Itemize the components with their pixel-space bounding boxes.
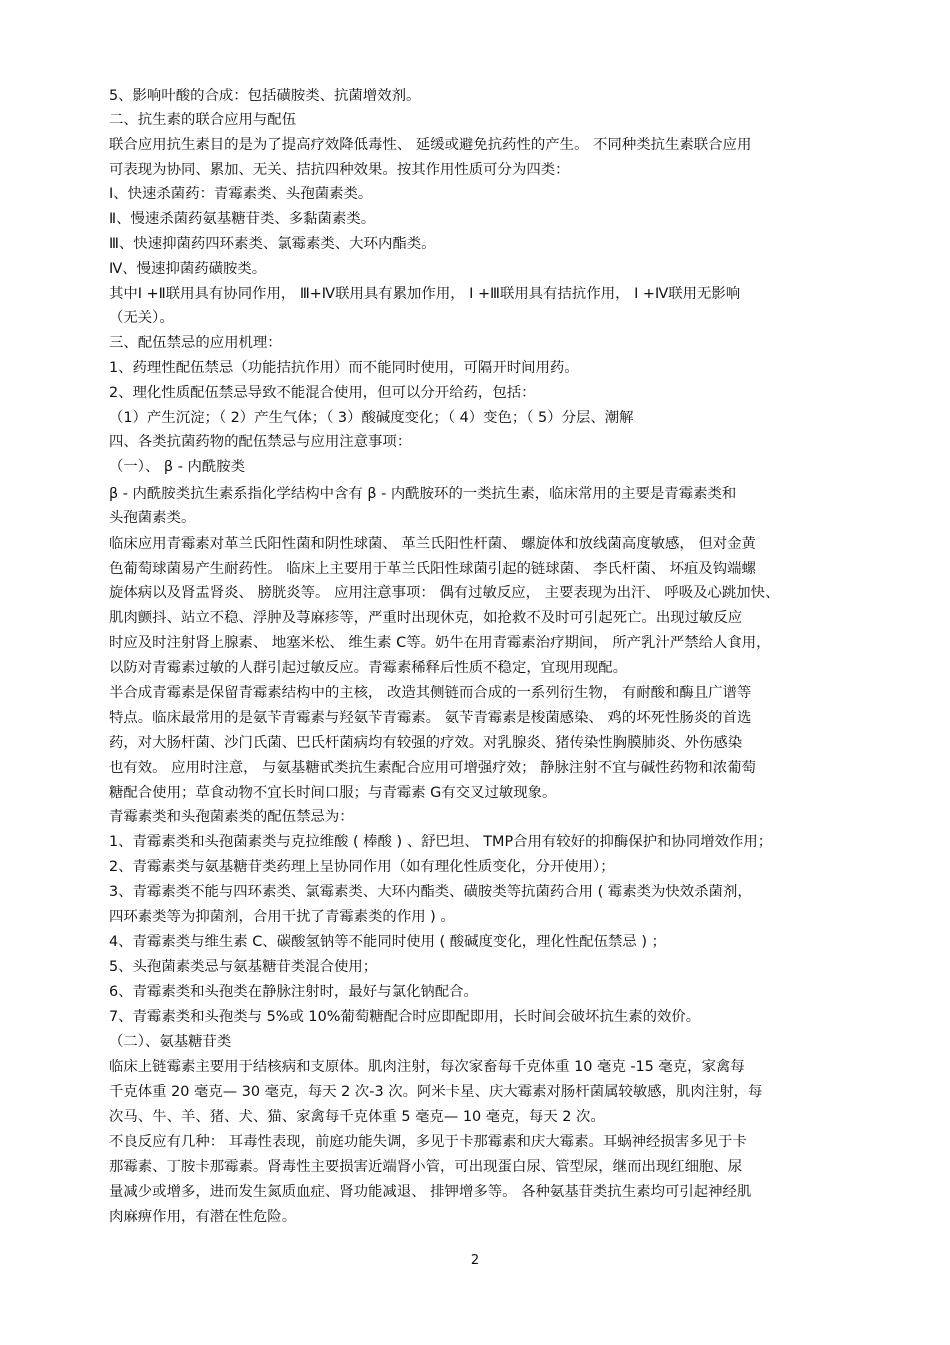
- text-line: 临床上链霉素主要用于结核病和支原体。肌肉注射，每次家畜每千克体重 10 毫克 -15 毫克，家禽每: [109, 1059, 745, 1075]
- text-line: 7、青霉素类和头孢类与 5%或 10%葡萄糖配合时应即配即用，长时间会破坏抗生素的效价。: [109, 1009, 701, 1025]
- text-line: 1、药理性配伍禁忌（功能拮抗作用）而不能同时使用，可隔开时间用药。: [109, 360, 579, 376]
- text-line: 特点。临床最常用的是氨苄青霉素与羟氨苄青霉素。 氨苄青霉素是梭菌感染、 鸡的坏死性肠炎的首选: [109, 710, 752, 726]
- text-line: 糖配合使用；草食动物不宜长时间口服；与青霉素 G有交叉过敏现象。: [109, 785, 557, 801]
- text-line: 1、青霉素类和头孢菌素类与克拉维酸 ( 棒酸 ) 、舒巴坦、 TMP合用有较好的抑酶保护和协同增效作用；: [109, 834, 773, 850]
- text-line: 5、头孢菌素类忌与氨基糖苷类混合使用；: [109, 959, 378, 975]
- text-line: 临床应用青霉素对革兰氏阳性菌和阴性球菌、 革兰氏阳性杆菌、 螺旋体和放线菌高度敏感， 但对金黄: [109, 536, 756, 552]
- text-line: 也有效。 应用时注意， 与氨基糖甙类抗生素配合应用可增强疗效； 静脉注射不宜与碱性药物和浓葡萄: [109, 760, 756, 776]
- text-line: 其中Ⅰ +Ⅱ联用具有协同作用， Ⅲ+Ⅳ联用具有累加作用， Ⅰ +Ⅲ联用具有拮抗作用， Ⅰ +Ⅳ联用无影响: [109, 286, 741, 302]
- text-line: Ⅰ、快速杀菌药：青霉素类、头孢菌素类。: [109, 186, 373, 202]
- section-heading: 二、抗生素的联合应用与配伍: [109, 112, 297, 128]
- text-line: 青霉素类和头孢菌素类的配伍禁忌为：: [109, 809, 354, 825]
- text-line: 2、青霉素类与氨基糖苷类药理上呈协同作用（如有理化性质变化，分开使用）；: [109, 859, 615, 875]
- text-line: 不良反应有几种： 耳毒性表现，前庭功能失调，多见于卡那霉素和庆大霉素。耳蜗神经损害多见于卡: [109, 1134, 747, 1150]
- text-line: 次马、牛、羊、猪、犬、猫、家禽每千克体重 5 毫克— 10 毫克，每天 2 次。: [109, 1109, 605, 1125]
- text-line: 肌肉颤抖、站立不稳、浮肿及荨麻疹等，严重时出现休克，如抢救不及时可引起死亡。出现过敏反应: [109, 610, 743, 626]
- text-line: β - 内酰胺类抗生素系指化学结构中含有 β - 内酰胺环的一类抗生素，临床常用的主要是青霉素类和: [109, 486, 737, 502]
- text-line: 千克体重 20 毫克— 30 毫克，每天 2 次-3 次。阿米卡星、庆大霉素对肠杆菌属较敏感，肌肉注射，每: [109, 1084, 763, 1100]
- text-line: 6、青霉素类和头孢类在静脉注射时，最好与氯化钠配合。: [109, 984, 478, 1000]
- section-heading: 三、配伍禁忌的应用机理：: [109, 335, 282, 351]
- text-line: 半合成青霉素是保留青霉素结构中的主核， 改造其侧链而合成的一系列衍生物， 有耐酸和酶且广谱等: [109, 685, 752, 701]
- text-line: 5、影响叶酸的合成：包括磺胺类、抗菌增效剂。: [109, 88, 421, 104]
- subsection-heading: （一）、 β - 内酰胺类: [109, 459, 246, 475]
- text-line: 色葡萄球菌易产生耐药性。 临床上主要用于革兰氏阳性球菌引起的链球菌、 李氏杆菌、 坏疽及钩端螺: [109, 561, 756, 577]
- text-line: （1）产生沉淀；（ 2）产生气体；（ 3）酸碱度变化；（ 4）变色；（ 5）分层、潮解: [109, 410, 634, 426]
- subsection-heading: （二）、氨基糖苷类: [109, 1034, 232, 1050]
- text-line: 肉麻痹作用，有潜在性危险。: [109, 1209, 297, 1225]
- text-line: 量减少或增多，进而发生氮质血症、肾功能减退、 排钾增多等。 各种氨基苷类抗生素均可引起神经肌: [109, 1184, 752, 1200]
- text-line: 药，对大肠杆菌、沙门氏菌、巴氏杆菌病均有较强的疗效。对乳腺炎、猪传染性胸膜肺炎、外伤感染: [109, 735, 743, 751]
- text-line: 时应及时注射肾上腺素、 地塞米松、 维生素 C等。奶牛在用青霉素治疗期间， 所产乳汁严禁给人食用，: [109, 635, 771, 651]
- text-line: 2、理化性质配伍禁忌导致不能混合使用，但可以分开给药，包括：: [109, 385, 536, 401]
- section-heading: 四、各类抗菌药物的配伍禁忌与应用注意事项：: [109, 434, 412, 450]
- text-line: Ⅱ、慢速杀菌药氨基糖苷类、多黏菌素类。: [109, 211, 376, 227]
- text-line: 3、青霉素类不能与四环素类、氯霉素类、大环内酯类、磺胺类等抗菌药合用 ( 霉素类为快效杀菌剂，: [109, 884, 752, 900]
- text-line: 4、青霉素类与维生素 C、碳酸氢钠等不能同时使用 ( 酸碱度变化，理化性配伍禁忌 ) ；: [109, 934, 666, 950]
- text-line: Ⅲ、快速抑菌药四环素类、氯霉素类、大环内酯类。: [109, 236, 436, 252]
- text-line: 那霉素、丁胺卡那霉素。肾毒性主要损害近端肾小管，可出现蛋白尿、管型尿，继而出现红细胞、尿: [109, 1159, 743, 1175]
- text-line: （无关）。: [109, 310, 174, 326]
- page-number: 2: [470, 1253, 480, 1268]
- text-line: 四环素类等为抑菌剂，合用干扰了青霉素类的作用 ) 。: [109, 909, 455, 925]
- text-line: 头孢菌素类。: [109, 510, 196, 526]
- text-line: 旋体病以及肾盂肾炎、 膀胱炎等。 应用注意事项： 偶有过敏反应， 主要表现为出汗、 呼吸及心跳加快、: [109, 585, 780, 601]
- text-line: 以防对青霉素过敏的人群引起过敏反应。青霉素稀释后性质不稳定，宜现用现配。: [109, 660, 628, 676]
- text-line: 可表现为协同、累加、无关、拮抗四种效果。按其作用性质可分为四类：: [109, 162, 570, 178]
- text-line: Ⅳ、慢速抑菌药磺胺类。: [109, 261, 267, 277]
- text-line: 联合应用抗生素目的是为了提高疗效降低毒性、 延缓或避免抗药性的产生。 不同种类抗生素联合应用: [109, 137, 752, 153]
